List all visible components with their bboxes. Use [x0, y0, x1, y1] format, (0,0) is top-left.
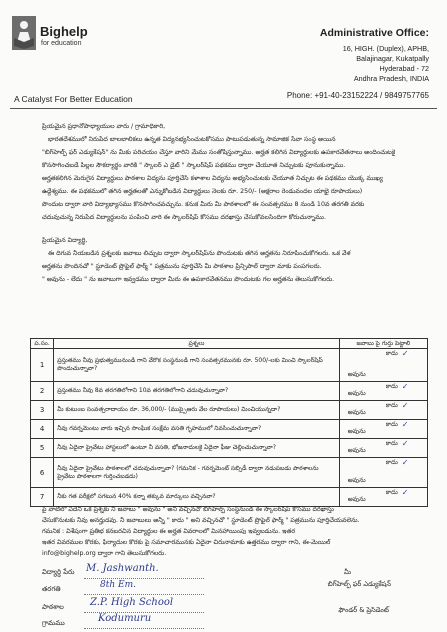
question-text: ప్రస్తుతము నీవు ప్రభుత్వమునుండి గాని వేరొక సంస్థనుండి గాని సంవత్సరమునకు రూ. 500/-లకు మించి స్కాలర్‌షిప్ పొందుచున్నావా? [54, 349, 340, 382]
table-row [31, 458, 428, 488]
column-header-question: ప్రశ్నలు [54, 339, 340, 349]
address-line: Balajinagar, Kukatpally [356, 54, 429, 63]
class-value: 8th Em. [100, 580, 136, 590]
brand-subtitle: for education [41, 40, 82, 47]
answer-yes-label: అవును [347, 371, 366, 378]
check-mark-icon: ✓ [401, 420, 409, 429]
question-number: 5 [31, 439, 54, 458]
village-value: Kodumuru [98, 613, 152, 624]
salutation-student: ప్రియమైన విద్యార్థి, [42, 237, 88, 244]
student-name-value: M. Jashwanth. [86, 563, 159, 574]
paragraph-line: ఈ దిగువ నీయబడిన ప్రశ్నలకు జవాబు లిచ్చుట ద్వారా స్కాలర్‌షిప్‌ను పొందుటకు తగిన అర్హతను నిరూపించుకోగలరు. ఒక వేళ [48, 250, 351, 257]
answer-cell [339, 420, 427, 439]
table-header-row [31, 339, 428, 349]
paragraph-line: చదువుచున్న నిరుపేద విద్యార్థులను పంపించి వారి ఈ స్కాలర్‌షిప్ కోసము దరఖాస్తు చేసుకోవలసిందిగా కోరుచున్నాము. [42, 214, 326, 221]
answer-no-label: కాదు [385, 350, 398, 357]
answer-cell [339, 439, 427, 458]
question-number: 7 [31, 488, 54, 507]
table-row [31, 439, 428, 458]
office-address-block [287, 27, 429, 100]
village-label: గ్రామము [42, 619, 65, 627]
answer-yes-label: అవును [347, 390, 366, 397]
student-name-label: విద్యార్థి పేరు [42, 568, 75, 576]
salutation-headmaster: ప్రియమైన ప్రధానోపాధ్యాయుల వారు / గ్రామాధికారి, [42, 123, 166, 130]
answer-cell [339, 401, 427, 420]
check-mark-icon: ✓ [401, 349, 409, 358]
answer-cell [339, 488, 427, 507]
table-row [31, 401, 428, 420]
name-underline [84, 578, 204, 579]
answer-yes-label: అవును [347, 447, 366, 454]
school-value: Z.P. High School [90, 597, 174, 608]
closing-line: ఇతర వివరముల కొరకు, ఫిర్యాదుల కొరకు పై సమాచారమునకు ఏదైనా చిరునామాకు ఉత్తరము ద్వారా గాని, ఈ-మెయిల్ [42, 539, 331, 546]
paragraph-line: "బిగ్‌హెల్ప్ ఫర్ ఎడ్యుకేషన్" ను మీకు పరిచయం చేస్తూ వారిని మేము సంతోషిస్తున్నాము. అర్హత కలిగిన విద్యార్థులకు ఉపకారవేతనాలు అందించుటకై [42, 149, 396, 156]
check-mark-icon: ✓ [401, 458, 409, 467]
question-text: మీ కుటుంబ సంవత్సరాదాయం రూ. 36,000/- (ముప్పైఆరు వేల రూపాయలు) మించియున్నదా? [54, 401, 340, 420]
column-header-serial: ప.సం. [31, 339, 54, 349]
closing-line: చేసుకొనుటకు నీవు అనర్హుడవు. నీ జవాబులు అన్నీ " కాదు " అని వచ్చినచో " స్టూడెంట్ ప్రొఫైల్ ఫార్మ్ " పత్రమును పూర్తిచేయవలెను. [42, 517, 360, 524]
header-divider [10, 108, 437, 109]
table-row [31, 420, 428, 439]
answer-no-label: కాదు [385, 402, 398, 409]
paragraph-line: అర్హతకలిగిన మెరుగైన విద్యార్థులు పాఠశాల విద్యను పూర్తిచేసి కళాశాల విద్యను అభ్యసించుటకు చేయూత నిచ్చుట ఈ పథకము యొక్క ముఖ్య [42, 175, 383, 182]
answer-no-label: కాదు [385, 421, 398, 428]
answer-no-label: కాదు [385, 489, 398, 496]
question-number: 1 [31, 349, 54, 382]
closing-line: info@bighelp.org ద్వారా గాని తెలుసుకోగలరు. [42, 550, 167, 557]
closing-line: గమనిక : విశేషంగా ప్రతిభ కనబరచిన విద్యార్థుల ఈ అర్హత వివరాలలో మినహాయింపు ఇవ్వబడును. ఇతర [42, 528, 296, 535]
question-text: నీవు ఏదైనా ప్రైవేటు పాఠశాలలో చదువుచున్నావా? (గమనిక - గవర్నమెంట్ సబ్సిడీ ద్వారా నడుపబడు పాఠశాలను ప్రైవేటు పాఠశాలగా గుర్తించబడదు) [54, 458, 340, 488]
question-text: నీవు ఏదైనా ప్రైవేటు హాస్టలులో ఉంటూ నీ వసతి, భోజనాదులకై ఏదైనా ఫీజు చెల్లించుచున్నావా? [54, 439, 340, 458]
answer-yes-label: అవును [347, 409, 366, 416]
address-line: Hyderabad - 72 [379, 64, 429, 73]
class-label: తరగతి [42, 585, 61, 593]
check-mark-icon: ✓ [401, 488, 409, 497]
answer-no-label: కాదు [385, 440, 398, 447]
table-row [31, 488, 428, 507]
check-mark-icon: ✓ [401, 382, 409, 391]
address-line: Andhra Pradesh, INDIA [353, 74, 429, 83]
question-number: 6 [31, 458, 54, 488]
answer-no-label: కాదు [385, 383, 398, 390]
answer-cell [339, 458, 427, 488]
class-underline [84, 594, 204, 595]
answer-cell [339, 382, 427, 401]
paragraph-line: ఉద్దేశ్యము. ఈ పథకములో తగిన అర్హతలతో ఎన్నుకోబడిన విద్యార్థులు నెలకు రూ. 250/- (అక్షరాల రెండువందల యాభై రూపాయలు) [42, 188, 363, 195]
paragraph-line: కొనసాగించబడే పిల్లల సౌకర్యార్థం వారికి " స్కాలర్ ఎ డైట్ " స్కాలర్‌షిప్ పథకము ద్వారా చేయూత నిచ్చుటకు పూనుకున్నాము. [42, 162, 346, 169]
village-underline [84, 628, 204, 629]
check-mark-icon: ✓ [401, 439, 409, 448]
paragraph-line: పొందుట ద్వారా వారి విద్యాభ్యాసము కొనసాగించవచ్చును. కనుక మీరు మీ పాఠశాలలో ఈ సంవత్సరము 8 నుండి 10వ తరగతి వరకు [42, 201, 365, 208]
table-row [31, 349, 428, 382]
sign-off-yours: మీ [344, 568, 351, 576]
eligibility-questions-table [30, 338, 428, 507]
answer-cell [339, 349, 427, 382]
phone-number: Phone: +91-40-23152224 / 9849757765 [286, 91, 429, 100]
check-mark-icon: ✓ [401, 401, 409, 410]
answer-yes-label: అవును [347, 477, 366, 484]
question-number: 3 [31, 401, 54, 420]
bighelp-logo-icon [12, 16, 36, 50]
office-title: Administrative Office: [319, 27, 429, 39]
brand-name: Bighelp [40, 24, 88, 39]
question-number: 2 [31, 382, 54, 401]
question-text: నీకు గత పరీక్షలో సగటున 40% కన్నా తక్కువ మార్కులు వచ్చినవా? [54, 488, 340, 507]
paragraph-line: భారతదేశములో నిరుపేద బాలబాలికలు ఉన్నత విద్యనభ్యసించుటకోసము పాటుపడుతున్న సామాజిక సేవా సంస్థ అయిన [48, 136, 336, 143]
table-row [31, 382, 428, 401]
closing-line: పై వాటిలో ఏదేని ఒక ప్రశ్నకు నీ జవాబు " అవును " అని వచ్చినచో బిగ్‌హెల్ప్ సంస్థనుండి ఈ స్కాలర్‌షిప్ కోసము దరఖాస్తు [42, 506, 334, 513]
question-number: 4 [31, 420, 54, 439]
column-header-answer: జవాబు పై గుర్తు పెట్టాలి [339, 339, 427, 349]
address-line: 16, HIGH. (Duplex), APHB, [342, 44, 429, 53]
sign-off-organisation: బిగ్‌హెల్ప్ ఫర్ ఎడ్యుకేషన్ [327, 580, 391, 588]
answer-yes-label: అవును [347, 428, 366, 435]
signatory-title: ఫౌండర్ & ప్రెసిడెంట్ [338, 606, 389, 614]
paragraph-line: అర్హతను పొందినచో " స్టూడెంట్ ప్రొఫైల్ ఫార్మ్ " పత్రమును పూర్తిచేసి మీ పాఠశాల ప్రిన్సిపాల్ ద్వారా మాకు పంపగలరు. [42, 263, 322, 270]
answer-yes-label: అవును [347, 496, 366, 503]
question-text: ప్రస్తుతము నీవు 8వ తరగతిలోగాని 10వ తరగతిలోగాని చదువుచున్నావా? [54, 382, 340, 401]
answer-no-label: కాదు [385, 459, 398, 466]
question-text: నీవు గవర్నమెంటు వారు ఇచ్చిన సాంఘిక సంక్షేమ వసతి గృహములో నివసించుచున్నావా? [54, 420, 340, 439]
paragraph-line: " అవును - లేదు " ను జవాబుగా ఇవ్వడము ద్వారా మీరు ఈ ఉపకారవేతనము పొందుటకు గల అర్హతను తెలుసుకోగలరు. [42, 276, 335, 283]
tagline: A Catalyst For Better Education [14, 94, 133, 104]
school-label: పాఠశాల [42, 603, 64, 611]
